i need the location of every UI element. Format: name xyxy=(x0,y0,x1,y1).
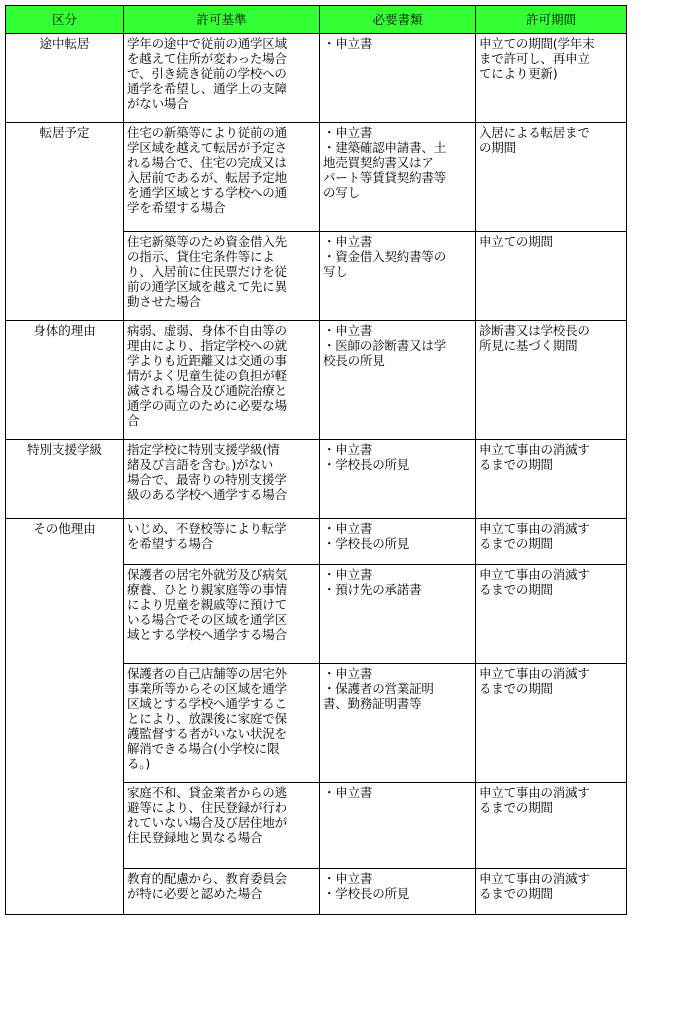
header-category: 区分 xyxy=(6,6,124,34)
criteria-line: の指示、貸住宅条件等によ xyxy=(127,249,275,264)
period-line: るまでの期間 xyxy=(479,681,553,696)
period-cell xyxy=(476,664,627,783)
criteria-line: がない場合 xyxy=(127,96,189,111)
documents-cell xyxy=(320,869,476,915)
documents-cell xyxy=(320,565,476,664)
criteria-line: 学区域を越えて転居が予定さ xyxy=(127,140,287,155)
criteria-line: 通学の両立のために必要な場 xyxy=(127,398,287,413)
criteria-line: 域とする学校へ通学する場合 xyxy=(127,627,287,642)
criteria-cell xyxy=(124,519,320,565)
criteria-line: れていない場合及び居住地が xyxy=(127,815,287,830)
header-period: 許可期間 xyxy=(476,6,627,34)
criteria-line: いる場合でその区域を通学区 xyxy=(127,612,287,627)
criteria-cell xyxy=(124,123,320,232)
category-cell: 転居予定 xyxy=(6,123,124,321)
criteria-line: 療養、ひとり親家庭等の事情 xyxy=(127,582,287,597)
documents-line: ・申立書 xyxy=(323,785,373,800)
period-line: 入居による転居まで xyxy=(479,125,590,140)
period-line: るまでの期間 xyxy=(479,457,553,472)
documents-cell xyxy=(320,519,476,565)
criteria-line: いじめ、不登校等により転学 xyxy=(127,521,287,536)
period-cell xyxy=(476,34,627,123)
criteria-line: れる場合で、住宅の完成又は xyxy=(127,155,287,170)
criteria-line: 緒及び言語を含む。)がない xyxy=(127,457,274,472)
period-line: 申立て事由の消滅す xyxy=(479,567,590,582)
period-line: るまでの期間 xyxy=(479,582,553,597)
period-line: 申立て事由の消滅す xyxy=(479,871,590,886)
period-cell xyxy=(476,519,627,565)
category-cell: 特別支援学級 xyxy=(6,440,124,519)
criteria-cell xyxy=(124,232,320,321)
criteria-line: 学よりも近距離又は交通の事 xyxy=(127,353,287,368)
documents-line: ・申立書 xyxy=(323,323,373,338)
table-body xyxy=(6,34,627,915)
criteria-cell xyxy=(124,440,320,519)
period-cell xyxy=(476,123,627,232)
period-line: 申立て事由の消滅す xyxy=(479,521,590,536)
criteria-line: 動させた場合 xyxy=(127,294,201,309)
documents-line: 書、勤務証明書等 xyxy=(323,696,422,711)
documents-line: ・預け先の承諾書 xyxy=(323,582,422,597)
period-line: てにより更新) xyxy=(479,66,558,81)
period-line: 所見に基づく期間 xyxy=(479,338,578,353)
documents-line: ・申立書 xyxy=(323,666,373,681)
period-cell xyxy=(476,783,627,869)
criteria-line: 住民登録地と異なる場合 xyxy=(127,830,263,845)
table-row xyxy=(6,34,627,123)
period-line: るまでの期間 xyxy=(479,800,553,815)
criteria-line: により児童を親戚等に預けて xyxy=(127,597,287,612)
documents-cell xyxy=(320,783,476,869)
documents-line: ・申立書 xyxy=(323,234,373,249)
criteria-line: る。) xyxy=(127,756,151,771)
criteria-line: 家庭不和、貸金業者からの逃 xyxy=(127,785,287,800)
documents-line: ・学校長の所見 xyxy=(323,536,410,551)
documents-cell xyxy=(320,664,476,783)
documents-line: 写し xyxy=(323,264,348,279)
documents-line: ・申立書 xyxy=(323,521,373,536)
criteria-cell xyxy=(124,664,320,783)
criteria-cell xyxy=(124,34,320,123)
documents-cell xyxy=(320,34,476,123)
documents-line: ・資金借入契約書等の xyxy=(323,249,447,264)
table-row xyxy=(6,123,627,232)
permit-criteria-table xyxy=(5,5,627,915)
category-cell: その他理由 xyxy=(6,519,124,915)
period-line: るまでの期間 xyxy=(479,886,553,901)
criteria-line: 前の通学区域を越えて先に異 xyxy=(127,279,287,294)
period-cell xyxy=(476,869,627,915)
table-row xyxy=(6,321,627,440)
criteria-line: が特に必要と認めた場合 xyxy=(127,886,263,901)
documents-line: ・医師の診断書又は学 xyxy=(323,338,447,353)
period-line: るまでの期間 xyxy=(479,536,553,551)
period-line: 申立て事由の消滅す xyxy=(479,666,590,681)
criteria-line: を通学区域とする学校への通 xyxy=(127,185,287,200)
criteria-line: 保護者の自己店舗等の居宅外 xyxy=(127,666,287,681)
criteria-line: 事業所等からその区域を通学 xyxy=(127,681,287,696)
documents-cell xyxy=(320,440,476,519)
documents-line: ・申立書 xyxy=(323,567,373,582)
table-row xyxy=(6,519,627,565)
period-line: 申立て事由の消滅す xyxy=(479,442,590,457)
documents-line: ・申立書 xyxy=(323,36,373,51)
criteria-line: 学年の途中で従前の通学区域 xyxy=(127,36,287,51)
table-header xyxy=(6,6,627,34)
criteria-line: 護監督する者がいない状況を xyxy=(127,726,287,741)
period-cell xyxy=(476,440,627,519)
criteria-line: を越えて住所が変わった場合 xyxy=(127,51,287,66)
period-line: の期間 xyxy=(479,140,516,155)
criteria-line: 通学を希望し、通学上の支障 xyxy=(127,81,287,96)
period-cell xyxy=(476,565,627,664)
criteria-line: 級のある学校へ通学する場合 xyxy=(127,487,287,502)
criteria-cell xyxy=(124,565,320,664)
documents-line: 校長の所見 xyxy=(323,353,385,368)
period-line: まで許可し、再申立 xyxy=(479,51,590,66)
documents-line: ・申立書 xyxy=(323,871,373,886)
criteria-cell xyxy=(124,783,320,869)
documents-line: ・学校長の所見 xyxy=(323,457,410,472)
criteria-line: 区域とする学校へ通学するこ xyxy=(127,696,287,711)
criteria-line: 合 xyxy=(127,413,140,428)
table-row xyxy=(6,440,627,519)
criteria-cell xyxy=(124,869,320,915)
criteria-line: 情がよく児童生徒の負担が軽 xyxy=(127,368,287,383)
criteria-line: 教育的配慮から、教育委員会 xyxy=(127,871,287,886)
criteria-line: 入居前であるが、転居予定地 xyxy=(127,170,287,185)
criteria-cell xyxy=(124,321,320,440)
criteria-line: 避等により、住民登録が行わ xyxy=(127,800,287,815)
documents-cell xyxy=(320,232,476,321)
period-line: 申立ての期間(学年末 xyxy=(479,36,595,51)
documents-cell xyxy=(320,321,476,440)
criteria-line: とにより、放課後に家庭で保 xyxy=(127,711,287,726)
documents-line: ・申立書 xyxy=(323,125,373,140)
criteria-line: 保護者の居宅外就労及び病気 xyxy=(127,567,287,582)
documents-cell xyxy=(320,123,476,232)
documents-line: ・学校長の所見 xyxy=(323,886,410,901)
criteria-line: 場合で、最寄りの特別支援学 xyxy=(127,472,287,487)
header-criteria: 許可基準 xyxy=(124,6,320,34)
criteria-line: を希望する場合 xyxy=(127,536,214,551)
header-row xyxy=(6,6,627,34)
documents-line: ・建築確認申請書、土 xyxy=(323,140,447,155)
documents-line: ・保護者の営業証明 xyxy=(323,681,434,696)
criteria-line: 理由により、指定学校への就 xyxy=(127,338,287,353)
period-cell xyxy=(476,321,627,440)
criteria-line: 減される場合及び通院治療と xyxy=(127,383,287,398)
documents-line: ・申立書 xyxy=(323,442,373,457)
category-cell: 身体的理由 xyxy=(6,321,124,440)
criteria-line: 解消できる場合(小学校に限 xyxy=(127,741,280,756)
header-documents: 必要書類 xyxy=(320,6,476,34)
category-cell: 途中転居 xyxy=(6,34,124,123)
documents-line: パート等賃貸契約書等 xyxy=(323,170,447,185)
criteria-line: 指定学校に特別支援学級(情 xyxy=(127,442,280,457)
period-cell xyxy=(476,232,627,321)
criteria-line: 病弱、虚弱、身体不自由等の xyxy=(127,323,287,338)
criteria-line: 学を希望する場合 xyxy=(127,200,226,215)
documents-line: 地売買契約書又はア xyxy=(323,155,434,170)
period-line: 申立て事由の消滅す xyxy=(479,785,590,800)
documents-line: の写し xyxy=(323,185,360,200)
period-line: 診断書又は学校長の xyxy=(479,323,590,338)
period-line: 申立ての期間 xyxy=(479,234,553,249)
criteria-line: で、引き続き従前の学校への xyxy=(127,66,287,81)
criteria-line: 住宅の新築等により従前の通 xyxy=(127,125,287,140)
criteria-line: 住宅新築等のため資金借入先 xyxy=(127,234,287,249)
criteria-line: り、入居前に住民票だけを従 xyxy=(127,264,287,279)
